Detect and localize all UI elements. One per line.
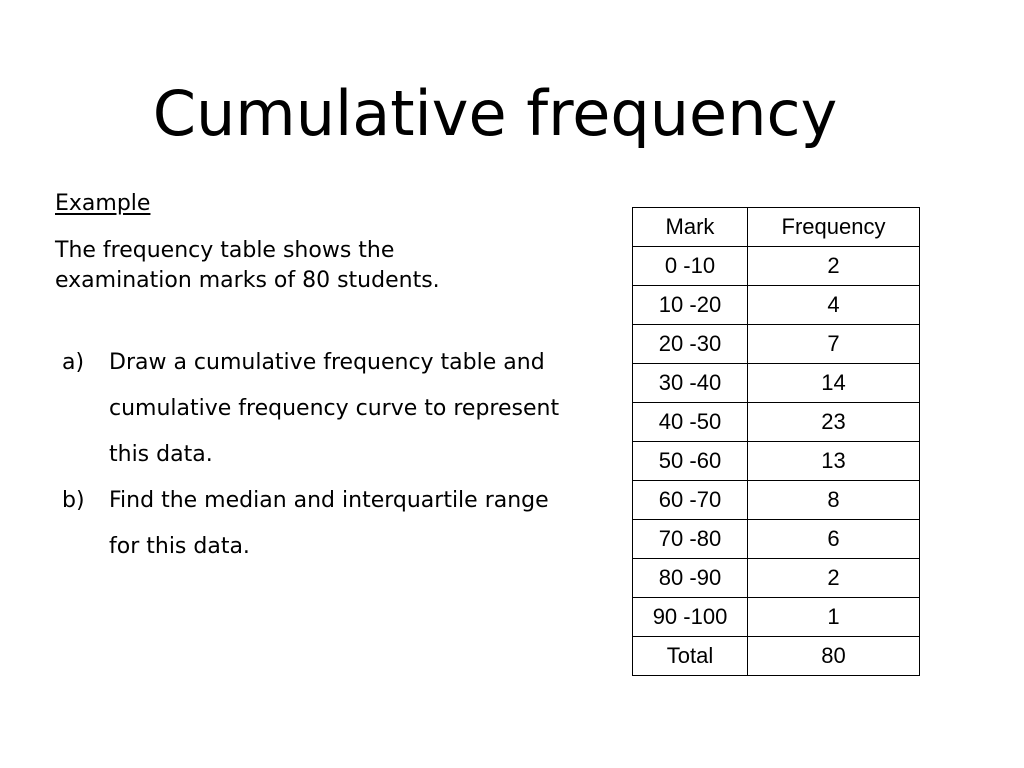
frequency-cell: 23 <box>748 403 920 442</box>
total-value-cell: 80 <box>748 637 920 676</box>
question-text: Find the median and interquartile range for this data. <box>109 488 549 559</box>
mark-cell: 30 -40 <box>633 364 748 403</box>
frequency-cell: 4 <box>748 286 920 325</box>
table-row <box>633 598 920 637</box>
question-a <box>62 340 572 478</box>
mark-cell: 90 -100 <box>633 598 748 637</box>
question-label: b) <box>62 488 85 513</box>
question-b <box>62 478 572 570</box>
frequency-cell: 2 <box>748 559 920 598</box>
total-label-cell: Total <box>633 637 748 676</box>
frequency-cell: 7 <box>748 325 920 364</box>
frequency-cell: 13 <box>748 442 920 481</box>
mark-cell: 70 -80 <box>633 520 748 559</box>
mark-cell: 40 -50 <box>633 403 748 442</box>
question-label: a) <box>62 350 85 375</box>
frequency-cell: 14 <box>748 364 920 403</box>
frequency-cell: 6 <box>748 520 920 559</box>
table-row <box>633 520 920 559</box>
table-row <box>633 364 920 403</box>
frequency-cell: 1 <box>748 598 920 637</box>
question-text: Draw a cumulative frequency table and cumulative frequency curve to represent this data. <box>109 350 560 467</box>
mark-cell: 80 -90 <box>633 559 748 598</box>
table-row <box>633 559 920 598</box>
table-row <box>633 325 920 364</box>
example-heading: Example <box>55 191 151 216</box>
table-row <box>633 247 920 286</box>
frequency-cell: 8 <box>748 481 920 520</box>
mark-cell: 50 -60 <box>633 442 748 481</box>
table-header-row <box>633 208 920 247</box>
table-row <box>633 286 920 325</box>
mark-cell: 10 -20 <box>633 286 748 325</box>
question-list <box>62 340 572 570</box>
frequency-table <box>632 207 920 676</box>
table-row <box>633 442 920 481</box>
table-row <box>633 403 920 442</box>
table-row <box>633 481 920 520</box>
table-total-row <box>633 637 920 676</box>
frequency-cell: 2 <box>748 247 920 286</box>
mark-cell: 0 -10 <box>633 247 748 286</box>
column-header-mark: Mark <box>633 208 748 247</box>
mark-cell: 60 -70 <box>633 481 748 520</box>
page-title: Cumulative frequency <box>152 77 838 150</box>
column-header-frequency: Frequency <box>748 208 920 247</box>
mark-cell: 20 -30 <box>633 325 748 364</box>
intro-text: The frequency table shows the examination marks of 80 students. <box>55 238 440 293</box>
